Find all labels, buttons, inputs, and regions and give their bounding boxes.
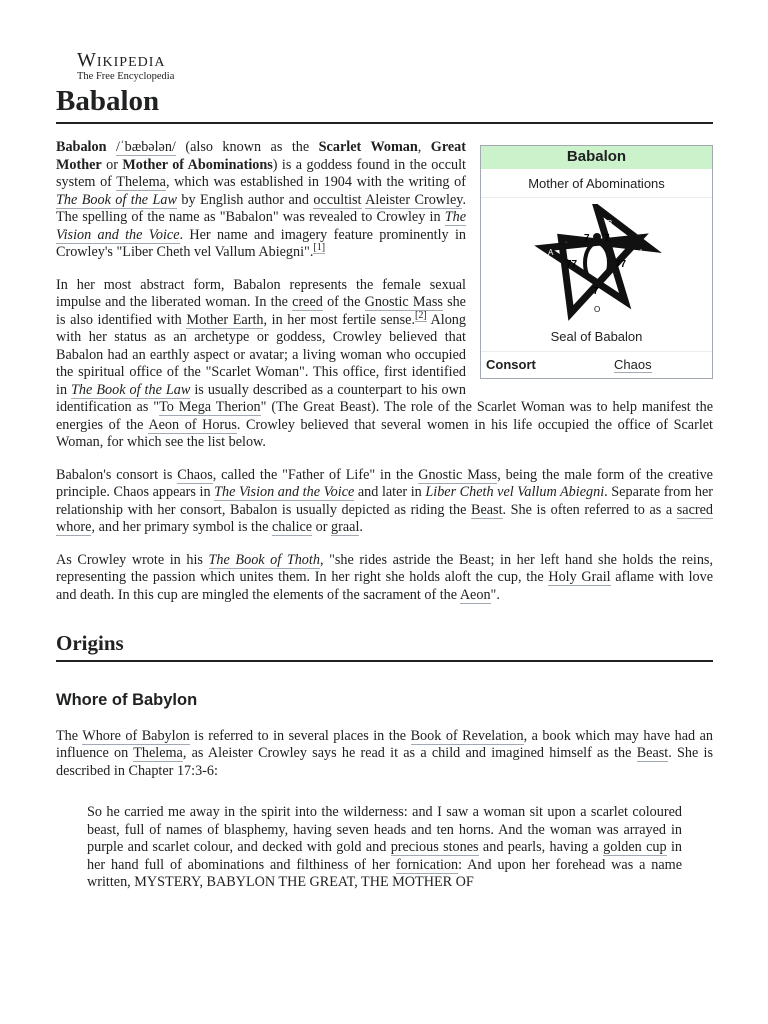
link-occultist[interactable]: occultist bbox=[313, 191, 362, 208]
text: . Her name and imagery feature prominently in Crowley's "Liber Cheth vel Vallum Abiegni". bbox=[56, 226, 466, 260]
logo-tagline: The Free Encyclopedia bbox=[77, 71, 175, 82]
seal-letter: L bbox=[639, 248, 644, 257]
seal-letter: A bbox=[582, 219, 588, 228]
link-chalice[interactable]: chalice bbox=[271, 519, 313, 535]
page-title: Babalon bbox=[56, 84, 713, 124]
link-book-of-the-law[interactable]: The Book of the Law bbox=[56, 191, 177, 208]
link-to-mega-therion[interactable]: To Mega Therion bbox=[159, 399, 261, 415]
text: . She is often referred to as a bbox=[502, 501, 677, 518]
seal-mark: 7 bbox=[592, 286, 599, 297]
link-whore-of-babylon[interactable]: Whore of Babylon bbox=[82, 727, 190, 744]
link-gnostic-mass[interactable]: Gnostic Mass bbox=[418, 466, 498, 483]
logo-wordmark: Wikipedia bbox=[77, 49, 166, 71]
paragraph-consort bbox=[56, 467, 713, 537]
link-book-of-the-law[interactable]: The Book of the Law bbox=[71, 381, 191, 398]
link-mother-earth[interactable]: Mother Earth bbox=[186, 311, 264, 328]
seal-letter: O bbox=[593, 305, 600, 314]
text: or bbox=[312, 519, 332, 535]
link-holy-grail[interactable]: Holy Grail bbox=[548, 569, 611, 585]
text: As Crowley wrote in his bbox=[56, 551, 209, 568]
wikipedia-logo[interactable] bbox=[77, 50, 174, 82]
text: . Separate from her relationship with her consort, Babalon is usually depicted as riding the bbox=[56, 484, 713, 518]
text: ) is a goddess found in the occult system of bbox=[56, 156, 466, 190]
bold-text: Great Mother bbox=[56, 139, 466, 173]
ipa-link[interactable]: /ˈbæbələn/ bbox=[115, 139, 176, 155]
reference-link[interactable]: [1] bbox=[313, 242, 326, 254]
text: (also known as the bbox=[175, 139, 319, 155]
link-gnostic-mass[interactable]: Gnostic Mass bbox=[364, 294, 443, 310]
text: is usually described as a counterpart to his own identification as " bbox=[56, 381, 466, 415]
link-chaos[interactable]: Chaos bbox=[177, 466, 213, 483]
seal-mark: 7 bbox=[583, 233, 590, 244]
text: " (The Great Beast). The role of the Scarlet Woman was to help manifest the energies of the bbox=[56, 399, 713, 433]
seal-letter: N bbox=[631, 291, 638, 300]
text: she is also identified with bbox=[56, 294, 466, 328]
text: : And upon her forehead was a name written, MYSTERY, BABYLON THE GREAT, THE MOTHER OF bbox=[87, 856, 682, 890]
section-heading-origins: Origins bbox=[56, 631, 713, 662]
text: ". bbox=[490, 586, 500, 603]
infobox-image-caption: Seal of Babalon bbox=[481, 327, 712, 353]
link-aleister-crowley[interactable]: Aleister Crowley bbox=[365, 191, 463, 208]
text: The bbox=[56, 727, 83, 744]
seal-heptagram-icon bbox=[522, 204, 672, 322]
text: in her hand full of abominations and filthiness of her bbox=[87, 839, 682, 873]
link-creed[interactable]: creed bbox=[292, 294, 323, 310]
text: , as Aleister Crowley says he read it as a child and imagined himself as the bbox=[182, 745, 637, 761]
text: . bbox=[359, 519, 363, 535]
italic-text: Liber Cheth vel Vallum Abiegni bbox=[425, 484, 605, 500]
paragraph-thoth bbox=[56, 552, 713, 605]
link-beast[interactable]: Beast bbox=[471, 501, 503, 518]
link-thelema[interactable]: Thelema bbox=[116, 174, 166, 190]
link-aeon[interactable]: Aeon bbox=[459, 586, 491, 603]
text: , which was established in 1904 with the writing of bbox=[165, 174, 466, 190]
article-body bbox=[56, 139, 713, 892]
revelation-quote bbox=[87, 804, 682, 892]
seal-mark: 7 bbox=[603, 233, 610, 244]
text bbox=[106, 139, 116, 155]
text: . Crowley believed that several women in his life occupied the office of Scarlet Woman, for which see the list below. bbox=[56, 416, 713, 450]
text: , being the male form of the creative principle. Chaos appears in bbox=[56, 466, 713, 500]
seal-mark: 77 bbox=[614, 259, 626, 270]
text: is referred to in several places in the bbox=[189, 727, 411, 744]
infobox-row-label: Consort bbox=[486, 357, 536, 372]
paragraph-whore-of-babylon bbox=[56, 728, 713, 781]
infobox-row-consort bbox=[481, 352, 712, 378]
link-thelema[interactable]: Thelema bbox=[133, 745, 183, 761]
text: , "she rides astride the Beast; in her left hand she holds the reins, representing the passion which unites them. In her right she holds aloft the cup, the bbox=[56, 551, 713, 585]
text: Babalon's consort is bbox=[56, 466, 178, 483]
text: . She is described in Chapter 17:3-6: bbox=[56, 745, 713, 779]
link-vision-and-voice[interactable]: The Vision and the Voice bbox=[56, 209, 466, 243]
seal-of-babalon-image[interactable] bbox=[481, 198, 712, 327]
text: So he carried me away in the spirit into the wilderness: and I saw a woman sit upon a scarlet coloured beast, full of names of blasphemy, having seven heads and ten horns. And the woman was arrayed in purple and scarlet colour, and decked with gold and bbox=[87, 804, 682, 855]
bold-text: Mother of Abominations bbox=[122, 156, 273, 173]
link-precious-stones[interactable]: precious stones bbox=[390, 839, 479, 855]
link-aeon-of-horus[interactable]: Aeon of Horus bbox=[148, 416, 237, 433]
infobox-subtitle: Mother of Abominations bbox=[481, 170, 712, 199]
text: , called the "Father of Life" in the bbox=[212, 466, 419, 483]
link-book-of-thoth[interactable]: The Book of Thoth bbox=[208, 551, 320, 568]
bold-text: Babalon bbox=[56, 139, 107, 155]
text: and pearls, having a bbox=[478, 839, 604, 855]
reference-link[interactable]: [2] bbox=[415, 309, 427, 321]
infobox bbox=[480, 145, 713, 379]
link-graal[interactable]: graal bbox=[331, 519, 360, 535]
subsection-heading-whore-of-babylon: Whore of Babylon bbox=[56, 691, 198, 709]
text: of the bbox=[322, 294, 365, 310]
text: . The spelling of the name as "Babalon" was revealed to Crowley in bbox=[56, 191, 466, 225]
link-book-of-revelation[interactable]: Book of Revelation bbox=[410, 727, 524, 744]
text: Along with her status as an archetype or goddess, Crowley believed that Babalon had an earthly aspect or avatar; a living woman who occupied the spiritual office of the "Scarlet Woman". This office, first identified in bbox=[56, 311, 466, 398]
text: and later in bbox=[354, 484, 426, 500]
link-vision-and-voice[interactable]: The Vision and the Voice bbox=[214, 484, 355, 500]
text: , a book which may have had an influence on bbox=[56, 727, 714, 761]
text: , bbox=[417, 139, 431, 155]
text: aflame with love and death. In this cup are mingled the elements of the sacrament of the bbox=[56, 569, 713, 603]
infobox-consort-link[interactable]: Chaos bbox=[614, 357, 652, 372]
link-golden-cup[interactable]: golden cup bbox=[603, 839, 667, 855]
seal-letter: A bbox=[547, 248, 553, 257]
text: , and her primary symbol is the bbox=[91, 519, 272, 535]
link-sacred-whore[interactable]: sacred whore bbox=[56, 501, 713, 535]
link-beast[interactable]: Beast bbox=[636, 745, 669, 761]
text: , in her most fertile sense. bbox=[263, 311, 416, 328]
bold-text: Scarlet Woman bbox=[318, 139, 418, 155]
text: by English author and bbox=[176, 191, 314, 208]
text: In her most abstract form, Babalon represents the female sexual impulse and the liberated woman. In the bbox=[56, 276, 466, 310]
seal-letter: B bbox=[606, 219, 612, 228]
seal-mark: 77 bbox=[565, 259, 577, 270]
infobox-title: Babalon bbox=[481, 146, 712, 170]
text: or bbox=[101, 156, 123, 173]
link-fornication[interactable]: fornication bbox=[395, 856, 459, 873]
